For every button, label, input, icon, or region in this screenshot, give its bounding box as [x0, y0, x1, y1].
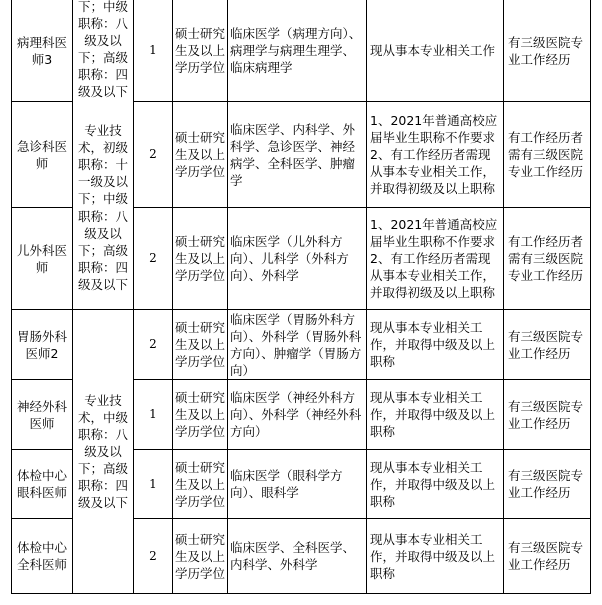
experience-requirement: 有三级医院专业工作经历: [508, 398, 584, 431]
experience-cell: [508, 208, 588, 309]
position-name: 儿外科医师: [16, 242, 67, 275]
headcount: 1: [149, 476, 157, 491]
requirement-cell: [370, 519, 500, 593]
experience-requirement: 有三级医院专业工作经历: [508, 540, 584, 572]
position-name: 胃肠外科医师2: [16, 328, 67, 361]
degree-cell: [173, 380, 227, 449]
count-cell: [134, 102, 172, 207]
experience-requirement: 有三级医院专业工作经历: [508, 328, 584, 361]
degree-requirement: 硕士研究生及以上学历学位: [174, 531, 225, 581]
major-requirement: 临床医学（儿外科方向）、儿科学（外科方向）、外科学: [230, 234, 349, 283]
count-cell: [134, 450, 172, 518]
position-name: 神经外科医师: [16, 398, 67, 431]
count-cell: [134, 0, 172, 101]
other-requirement: 现从事本专业相关工作，并取得中级及以上职称: [370, 459, 496, 509]
degree-requirement: 硕士研究生及以上学历学位: [174, 234, 225, 283]
degree-requirement: 硕士研究生及以上学历学位: [174, 26, 225, 75]
major-cell: [230, 380, 364, 449]
grade-cell-merged: [73, 310, 133, 593]
position-name: 急诊科医师: [16, 138, 67, 171]
grade-cell: [73, 0, 133, 101]
experience-cell: [508, 0, 588, 101]
major-cell: [230, 208, 364, 309]
requirement-cell: [370, 102, 500, 207]
position-cell: [12, 450, 72, 518]
count-cell: [134, 519, 172, 593]
experience-requirement: 有三级医院专业工作经历: [508, 468, 584, 500]
experience-cell: [508, 519, 588, 593]
major-cell: [230, 519, 364, 593]
grade-cell: [73, 102, 133, 207]
headcount: 2: [149, 337, 157, 351]
other-requirement: 现从事本专业相关工作: [370, 43, 496, 58]
major-requirement: 临床医学（胃肠外科方向）、外科学（胃肠外科方向）、肿瘤学（胃肠方向）: [230, 311, 362, 378]
other-requirement: 1、2021年普通高校应届毕业生职称不作要求 2、有工作经历者需现从事本专业相关工作，并取得初级及以上职称: [370, 217, 498, 300]
degree-requirement: 硕士研究生及以上学历学位: [174, 320, 225, 369]
experience-cell: [508, 380, 588, 449]
count-cell: [134, 310, 172, 379]
experience-requirement: 有工作经历者需有三级医院专业工作经历: [508, 130, 584, 179]
headcount: 1: [149, 407, 157, 421]
major-requirement: 临床医学、内科学、外科学、急诊医学、神经病学、全科医学、肿瘤学: [230, 121, 356, 188]
position-cell: [12, 519, 72, 593]
requirement-cell: [370, 380, 500, 449]
degree-cell: [173, 519, 227, 593]
experience-cell: [508, 450, 588, 518]
headcount: 1: [149, 43, 157, 57]
experience-cell: [508, 310, 588, 379]
headcount: 2: [149, 147, 157, 161]
other-requirement: 现从事本专业相关工作，并取得中级及以上职称: [370, 390, 496, 439]
experience-requirement: 有三级医院专业工作经历: [508, 34, 584, 67]
degree-cell: [173, 208, 227, 309]
major-cell: [230, 102, 364, 207]
headcount: 2: [149, 251, 157, 265]
position-name: 病理科医师3: [16, 34, 67, 67]
major-requirement: 临床医学、全科医学、内科学、外科学: [230, 540, 356, 572]
major-requirement: 临床医学（神经外科方向）、外科学（神经外科方向）: [230, 390, 362, 439]
degree-requirement: 硕士研究生及以上学历学位: [174, 130, 225, 179]
degree-cell: [173, 310, 227, 379]
position-cell: [12, 102, 72, 207]
degree-cell: [173, 0, 227, 101]
position-cell: [12, 310, 72, 379]
degree-cell: [173, 450, 227, 518]
grade-requirement: 专业技术，中级职称：八级及以下；高级职称：四级及以下: [77, 393, 128, 510]
position-cell: [12, 380, 72, 449]
major-requirement: 临床医学（眼科学方向）、眼科学: [230, 468, 343, 500]
headcount: 2: [149, 548, 157, 563]
experience-requirement: 有工作经历者需有三级医院专业工作经历: [508, 234, 584, 283]
count-cell: [134, 208, 172, 309]
position-name: 体检中心全科医师: [16, 540, 67, 572]
requirement-cell: [370, 0, 500, 101]
other-requirement: 1、2021年普通高校应届毕业生职称不作要求 2、有工作经历者需现从事本专业相关工作，并取得初级及以上职称: [370, 113, 498, 196]
other-requirement: 现从事本专业相关工作，并取得中级及以上职称: [370, 531, 496, 581]
position-cell: [12, 0, 72, 101]
experience-cell: [508, 102, 588, 207]
grade-cell: [73, 208, 133, 309]
requirement-cell: [370, 208, 500, 309]
position-name: 体检中心眼科医师: [16, 468, 67, 500]
requirement-cell: [370, 450, 500, 518]
major-cell: [230, 310, 364, 379]
major-cell: [230, 0, 364, 101]
count-cell: [134, 380, 172, 449]
other-requirement: 现从事本专业相关工作，并取得中级及以上职称: [370, 320, 496, 369]
degree-cell: [173, 102, 227, 207]
position-cell: [12, 208, 72, 309]
degree-requirement: 硕士研究生及以上学历学位: [174, 390, 225, 439]
major-requirement: 临床医学（病理方向）、病理学与病理生理学、临床病理学: [230, 26, 362, 75]
requirement-cell: [370, 310, 500, 379]
major-cell: [230, 450, 364, 518]
grade-requirement: 职称：八级及以下；高级职称：四级及以下: [77, 209, 128, 292]
grade-requirement: 下；中级职称：八级及以下；高级职称：四级及以下: [77, 0, 128, 99]
grade-requirement: 专业技术，初级职称：十一级及以下；中级: [77, 123, 128, 206]
degree-requirement: 硕士研究生及以上学历学位: [174, 459, 225, 509]
